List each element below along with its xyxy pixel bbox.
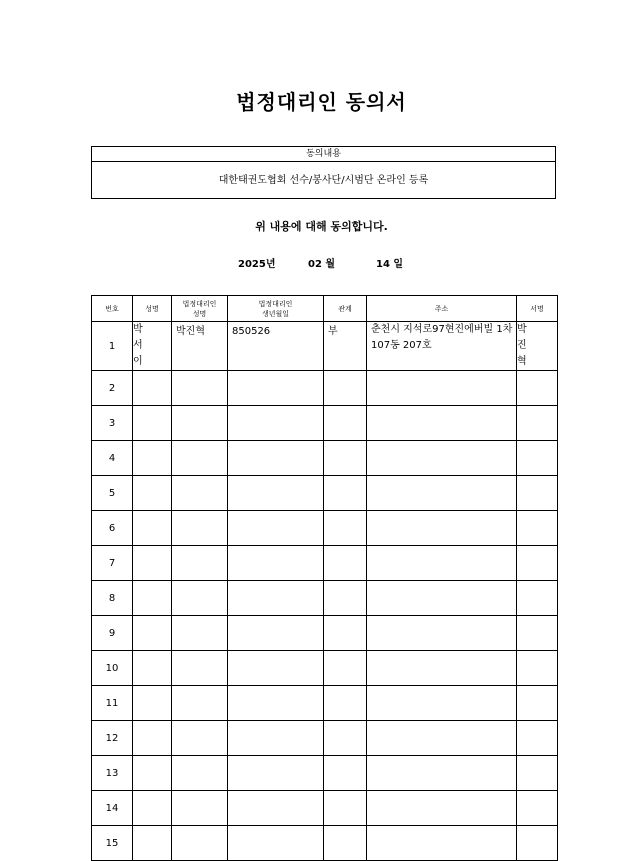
student-name-cell: [133, 791, 172, 826]
agree-statement: 위 내용에 대해 동의합니다.: [255, 220, 388, 233]
signature-cell: [517, 756, 558, 791]
row-number-cell: 12: [92, 721, 133, 756]
student-name-cell: [133, 721, 172, 756]
signature-cell: 박 진 혁: [517, 322, 558, 371]
address-cell: [367, 546, 517, 581]
signature-cell: [517, 371, 558, 406]
signature-cell: [517, 581, 558, 616]
row-number-cell: 14: [92, 791, 133, 826]
student-name-cell: [133, 476, 172, 511]
relation-cell: [324, 826, 367, 861]
consent-header: 동의내용: [92, 147, 555, 162]
address-cell: [367, 721, 517, 756]
date-month: 02 월: [308, 259, 336, 270]
header-relation: 관계: [324, 296, 367, 322]
signature-cell: [517, 686, 558, 721]
rep-name-cell: [172, 826, 228, 861]
rep-birth-cell: [228, 826, 324, 861]
signature-cell: [517, 721, 558, 756]
rep-name-cell: 박진혁: [172, 322, 228, 371]
date-day: 14 일: [376, 259, 404, 270]
signature-cell: [517, 826, 558, 861]
address-cell: [367, 791, 517, 826]
row-number-cell: 3: [92, 406, 133, 441]
address-cell: [367, 651, 517, 686]
header-rep-name: [172, 296, 228, 322]
rep-name-cell: [172, 581, 228, 616]
student-name-cell: [133, 371, 172, 406]
signature-cell: [517, 406, 558, 441]
rep-name-cell: [172, 651, 228, 686]
table-row: [92, 581, 558, 616]
date-year: 2025년: [238, 259, 276, 270]
relation-cell: [324, 581, 367, 616]
address-cell: [367, 371, 517, 406]
consent-box: [91, 146, 556, 199]
header-rep-birth-line2: 생년월일: [261, 309, 290, 318]
row-number-cell: 5: [92, 476, 133, 511]
table-row: [92, 686, 558, 721]
table-row: [92, 791, 558, 826]
address-cell: [367, 756, 517, 791]
row-number-cell: 9: [92, 616, 133, 651]
rep-name-cell: [172, 441, 228, 476]
table-row: [92, 322, 558, 371]
signature-cell: [517, 546, 558, 581]
table-row: [92, 616, 558, 651]
header-rep-name-line2: 성명: [192, 309, 207, 318]
row-number-cell: 7: [92, 546, 133, 581]
address-cell: [367, 441, 517, 476]
relation-cell: [324, 441, 367, 476]
student-name-cell: [133, 686, 172, 721]
relation-cell: [324, 371, 367, 406]
row-number-cell: 4: [92, 441, 133, 476]
table-header-row: [92, 296, 558, 322]
rep-name-cell: [172, 721, 228, 756]
rep-birth-cell: [228, 406, 324, 441]
relation-cell: [324, 406, 367, 441]
row-number-cell: 15: [92, 826, 133, 861]
row-number-cell: 13: [92, 756, 133, 791]
rep-birth-cell: [228, 441, 324, 476]
table-row: [92, 406, 558, 441]
rep-birth-cell: [228, 686, 324, 721]
table-row: [92, 721, 558, 756]
address-cell: [367, 476, 517, 511]
student-name-cell: [133, 546, 172, 581]
consent-body: 대한태권도협회 선수/봉사단/시범단 온라인 등록: [218, 175, 429, 186]
student-name-cell: [133, 616, 172, 651]
representative-table: [91, 295, 558, 861]
row-number-cell: 2: [92, 371, 133, 406]
header-no: 번호: [92, 296, 133, 322]
address-cell: [367, 511, 517, 546]
table-row: [92, 511, 558, 546]
relation-cell: [324, 616, 367, 651]
table-row: [92, 546, 558, 581]
student-name-cell: [133, 826, 172, 861]
signature-cell: [517, 476, 558, 511]
rep-birth-cell: [228, 756, 324, 791]
relation-cell: [324, 721, 367, 756]
row-number-cell: 6: [92, 511, 133, 546]
rep-birth-cell: [228, 616, 324, 651]
signature-cell: [517, 791, 558, 826]
row-number-cell: 11: [92, 686, 133, 721]
signature-cell: [517, 616, 558, 651]
table-row: [92, 756, 558, 791]
header-address: 주소: [367, 296, 517, 322]
address-cell: [367, 406, 517, 441]
table-row: [92, 826, 558, 861]
rep-birth-cell: [228, 651, 324, 686]
signature-cell: [517, 441, 558, 476]
signature-cell: [517, 651, 558, 686]
rep-name-cell: [172, 511, 228, 546]
relation-cell: [324, 476, 367, 511]
relation-cell: [324, 511, 367, 546]
rep-birth-cell: [228, 791, 324, 826]
student-name-cell: [133, 441, 172, 476]
rep-name-cell: [172, 756, 228, 791]
table-row: [92, 371, 558, 406]
rep-name-cell: [172, 686, 228, 721]
row-number-cell: 1: [92, 322, 133, 371]
relation-cell: [324, 651, 367, 686]
address-cell: [367, 581, 517, 616]
rep-name-cell: [172, 406, 228, 441]
relation-cell: [324, 756, 367, 791]
rep-name-cell: [172, 791, 228, 826]
student-name-cell: [133, 511, 172, 546]
rep-name-cell: [172, 476, 228, 511]
student-name-cell: [133, 406, 172, 441]
header-rep-birth: [228, 296, 324, 322]
relation-cell: [324, 686, 367, 721]
rep-birth-cell: [228, 511, 324, 546]
row-number-cell: 8: [92, 581, 133, 616]
rep-birth-cell: [228, 371, 324, 406]
address-cell: 춘천시 지석로97현진에버빌 1차 107동 207호: [367, 322, 517, 371]
table-row: [92, 651, 558, 686]
table-row: [92, 476, 558, 511]
student-name-cell: [133, 756, 172, 791]
rep-birth-cell: [228, 581, 324, 616]
address-cell: [367, 616, 517, 651]
student-name-cell: [133, 651, 172, 686]
relation-cell: [324, 791, 367, 826]
student-name-cell: 박 서 이: [133, 322, 172, 371]
rep-birth-cell: 850526: [228, 322, 324, 371]
rep-name-cell: [172, 546, 228, 581]
relation-cell: [324, 546, 367, 581]
address-cell: [367, 686, 517, 721]
header-name: 성명: [133, 296, 172, 322]
header-sign: 서명: [517, 296, 558, 322]
rep-birth-cell: [228, 721, 324, 756]
relation-cell: 부: [324, 322, 367, 371]
header-rep-name-line1: 법정대리인: [182, 299, 217, 308]
address-cell: [367, 826, 517, 861]
row-number-cell: 10: [92, 651, 133, 686]
table-row: [92, 441, 558, 476]
document-title: 법정대리인 동의서: [236, 90, 407, 114]
rep-birth-cell: [228, 476, 324, 511]
rep-birth-cell: [228, 546, 324, 581]
header-rep-birth-line1: 법정대리인: [258, 299, 293, 308]
student-name-cell: [133, 581, 172, 616]
rep-name-cell: [172, 616, 228, 651]
signature-cell: [517, 511, 558, 546]
rep-name-cell: [172, 371, 228, 406]
